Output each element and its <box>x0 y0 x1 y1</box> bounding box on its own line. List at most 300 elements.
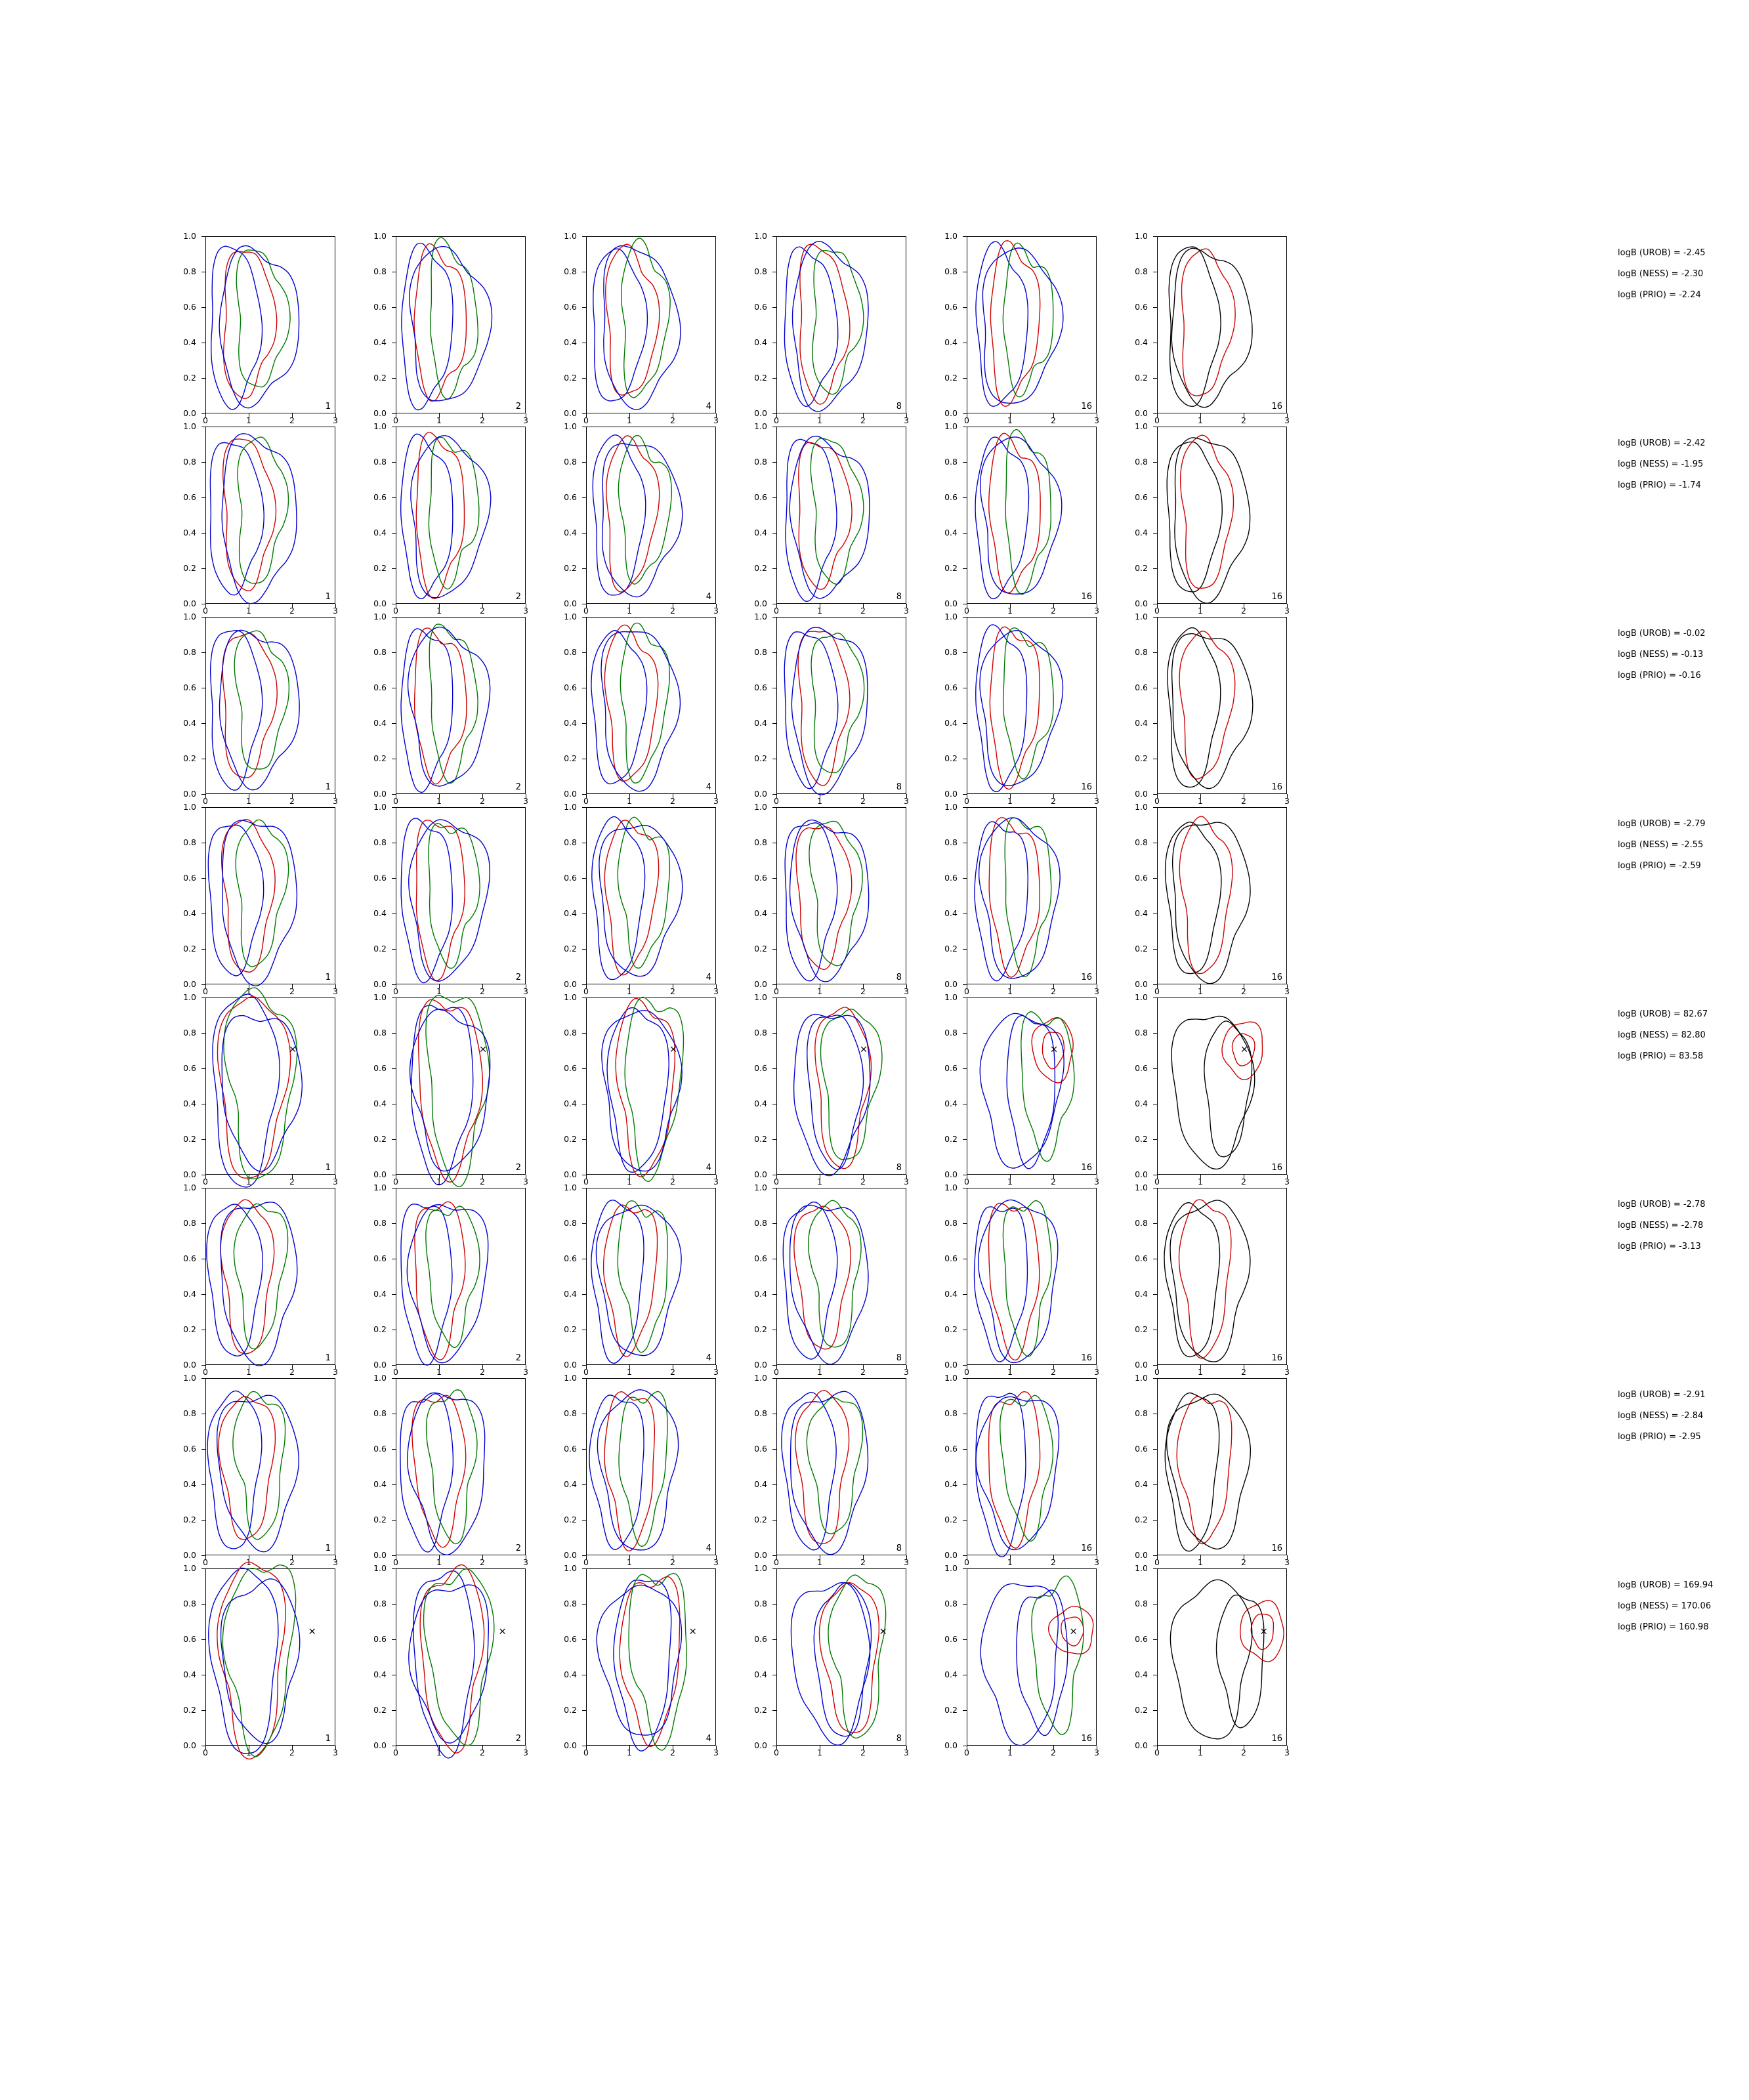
contour-line <box>1173 822 1250 984</box>
plot-area[interactable] <box>776 236 906 413</box>
y-axis-ticklabels <box>167 421 201 608</box>
y-tick-label: 0.8 <box>564 457 577 467</box>
logb-annotation: logB (NESS) = 82.80 <box>1618 1030 1706 1040</box>
y-tick-label: 0.8 <box>1135 1218 1148 1228</box>
y-tick-label: 0.6 <box>944 1634 958 1644</box>
logb-annotation: logB (NESS) = -2.30 <box>1618 269 1704 279</box>
x-tick-label: 1 <box>1198 796 1203 806</box>
x-tick-label: 3 <box>713 1177 719 1186</box>
panel-level-label: 1 <box>325 782 331 792</box>
y-tick-label: 0.0 <box>373 408 387 418</box>
logb-annotation: logB (PRIO) = 160.98 <box>1618 1622 1709 1632</box>
y-axis-ticklabels <box>167 231 201 418</box>
plot-area[interactable] <box>1157 427 1287 604</box>
y-tick-label: 0.0 <box>564 1360 577 1370</box>
x-tick-label: 0 <box>774 796 779 806</box>
contour-line <box>208 825 263 976</box>
x-tick-label: 0 <box>1154 986 1160 996</box>
contour-line <box>222 820 275 973</box>
chart-panel <box>358 802 536 996</box>
x-tick-label: 3 <box>333 1177 338 1186</box>
x-tick-label: 3 <box>904 1367 909 1377</box>
y-tick-label: 0.0 <box>754 1169 767 1179</box>
panel-level-label: 16 <box>1081 1353 1092 1363</box>
contour-line <box>782 1393 836 1550</box>
x-tick-label: 3 <box>1094 1557 1099 1567</box>
x-axis-ticklabels <box>393 1748 528 1761</box>
y-tick-label: 1.0 <box>1135 1373 1148 1383</box>
plot-area[interactable] <box>967 807 1097 984</box>
y-axis-ticklabels <box>1119 1183 1153 1370</box>
plot-area[interactable] <box>396 807 526 984</box>
logb-annotation: logB (UROB) = -0.02 <box>1618 629 1706 639</box>
x-tick-label: 2 <box>1241 1557 1246 1567</box>
x-axis-ticklabels <box>583 1748 719 1761</box>
y-tick-label: 0.0 <box>373 598 387 608</box>
y-axis-ticklabels <box>358 1563 392 1750</box>
y-tick-label: 0.6 <box>183 1253 196 1263</box>
x-tick-label: 2 <box>289 796 295 806</box>
y-tick-label: 0.4 <box>373 908 387 918</box>
plot-area[interactable] <box>1157 1188 1287 1365</box>
x-tick-label: 2 <box>860 986 866 996</box>
x-tick-label: 0 <box>393 1367 398 1377</box>
plot-area[interactable] <box>967 427 1097 604</box>
y-tick-label: 0.2 <box>944 563 958 573</box>
y-axis-ticklabels <box>167 1563 201 1750</box>
plot-area[interactable] <box>967 236 1097 413</box>
y-tick-label: 0.4 <box>754 1289 767 1299</box>
y-tick-label: 0.6 <box>944 682 958 692</box>
y-tick-label: 0.8 <box>754 1599 767 1608</box>
plot-area[interactable] <box>396 1188 526 1365</box>
contour-line <box>589 1395 644 1550</box>
contour-line <box>990 241 1040 406</box>
y-tick-label: 0.8 <box>1135 1028 1148 1038</box>
y-tick-label: 1.0 <box>564 1373 577 1383</box>
y-axis-ticklabels <box>167 612 201 799</box>
y-tick-label: 0.0 <box>754 979 767 989</box>
x-tick-label: 0 <box>1154 1557 1160 1567</box>
x-tick-label: 3 <box>713 1557 719 1567</box>
y-tick-label: 0.6 <box>944 1444 958 1454</box>
plot-area[interactable] <box>205 236 335 413</box>
y-tick-label: 0.0 <box>944 1740 958 1750</box>
logb-annotation: logB (PRIO) = -3.13 <box>1618 1242 1701 1251</box>
x-tick-label: 3 <box>333 415 338 425</box>
x-tick-label: 1 <box>1198 606 1203 616</box>
y-axis-ticklabels <box>738 231 772 418</box>
x-tick-label: 2 <box>860 606 866 616</box>
y-tick-label: 0.0 <box>373 789 387 799</box>
x-tick-label: 3 <box>1094 1177 1099 1186</box>
y-tick-label: 0.6 <box>564 682 577 692</box>
y-axis-ticklabels <box>358 612 392 799</box>
x-tick-label: 0 <box>1154 1748 1160 1757</box>
y-tick-label: 0.8 <box>1135 266 1148 276</box>
contour-line <box>798 631 850 786</box>
logb-annotation: logB (UROB) = -2.42 <box>1618 438 1706 448</box>
x-tick-label: 2 <box>1051 796 1056 806</box>
panel-level-label: 2 <box>515 1353 521 1363</box>
y-tick-label: 0.2 <box>564 944 577 954</box>
panel-level-label: 4 <box>706 402 711 411</box>
y-tick-label: 0.4 <box>373 718 387 728</box>
contour-line <box>1169 247 1221 406</box>
y-tick-label: 0.6 <box>564 1444 577 1454</box>
logb-annotation: logB (UROB) = -2.78 <box>1618 1200 1706 1209</box>
y-tick-label: 1.0 <box>564 802 577 812</box>
truth-marker-icon: × <box>478 1043 488 1055</box>
plot-area[interactable] <box>396 617 526 794</box>
y-axis-ticklabels <box>1119 802 1153 989</box>
contour-line <box>1179 631 1235 779</box>
y-tick-label: 0.8 <box>564 1408 577 1418</box>
chart-panel <box>1119 231 1297 425</box>
truth-marker-icon: × <box>669 1043 678 1055</box>
contour-line <box>619 1391 667 1546</box>
panel-level-label: 8 <box>896 973 902 982</box>
y-tick-label: 0.0 <box>944 979 958 989</box>
truth-marker-icon: × <box>1049 1043 1059 1055</box>
logb-annotation-block <box>1618 438 1749 501</box>
y-tick-label: 0.2 <box>183 753 196 763</box>
y-tick-label: 0.6 <box>373 682 387 692</box>
x-tick-label: 2 <box>289 415 295 425</box>
x-axis-ticklabels <box>203 1748 338 1761</box>
y-tick-label: 0.0 <box>1135 789 1148 799</box>
y-tick-label: 0.4 <box>754 908 767 918</box>
y-tick-label: 1.0 <box>183 992 196 1002</box>
chart-panel <box>358 231 536 425</box>
panel-level-label: 2 <box>515 1163 521 1173</box>
y-axis-ticklabels <box>358 231 392 418</box>
contour-line <box>1168 628 1221 788</box>
x-tick-label: 2 <box>1241 796 1246 806</box>
plot-area[interactable] <box>586 1568 716 1746</box>
plot-area[interactable] <box>396 1378 526 1555</box>
y-tick-label: 0.2 <box>944 373 958 383</box>
logb-annotation: logB (UROB) = -2.91 <box>1618 1390 1706 1400</box>
y-tick-label: 0.4 <box>1135 337 1148 347</box>
plot-area[interactable] <box>1157 1378 1287 1555</box>
panel-level-label: 16 <box>1081 1544 1092 1553</box>
y-tick-label: 0.2 <box>754 563 767 573</box>
y-tick-label: 0.2 <box>1135 1705 1148 1715</box>
x-tick-label: 1 <box>1007 986 1013 996</box>
y-tick-label: 0.0 <box>944 1169 958 1179</box>
x-tick-label: 3 <box>1284 986 1290 996</box>
plot-area[interactable] <box>586 807 716 984</box>
x-tick-label: 0 <box>583 986 589 996</box>
plot-area[interactable] <box>396 236 526 413</box>
y-tick-label: 1.0 <box>183 231 196 241</box>
y-axis-ticklabels <box>548 992 582 1179</box>
truth-marker-icon: × <box>879 1625 887 1637</box>
logb-annotation-block <box>1618 1200 1749 1263</box>
y-tick-label: 0.4 <box>183 908 196 918</box>
y-tick-label: 0.2 <box>1135 944 1148 954</box>
contour-line <box>1164 1203 1219 1357</box>
plot-area[interactable] <box>967 617 1097 794</box>
y-axis-ticklabels <box>167 802 201 989</box>
y-tick-label: 0.0 <box>183 789 196 799</box>
x-tick-label: 0 <box>583 796 589 806</box>
plot-area[interactable] <box>967 998 1097 1175</box>
y-tick-label: 0.4 <box>183 1099 196 1108</box>
contour-line <box>236 250 290 387</box>
plot-area[interactable] <box>1157 1568 1287 1746</box>
y-axis-ticklabels <box>929 612 963 799</box>
y-tick-label: 0.8 <box>183 647 196 657</box>
x-tick-label: 1 <box>627 1557 632 1567</box>
y-tick-label: 0.6 <box>944 492 958 502</box>
panel-level-label: 16 <box>1081 1163 1092 1173</box>
chart-panel <box>1119 802 1297 996</box>
x-tick-label: 2 <box>860 1367 866 1377</box>
y-tick-label: 0.0 <box>183 1550 196 1560</box>
y-tick-label: 0.2 <box>1135 1515 1148 1524</box>
x-tick-label: 1 <box>246 796 251 806</box>
contour-line <box>607 1008 669 1173</box>
plot-area[interactable] <box>967 1568 1097 1746</box>
y-tick-label: 0.4 <box>564 528 577 537</box>
y-axis-ticklabels <box>1119 992 1153 1179</box>
panel-level-label: 8 <box>896 1544 902 1553</box>
y-tick-label: 0.2 <box>754 1324 767 1334</box>
plot-area[interactable] <box>396 427 526 604</box>
y-tick-label: 1.0 <box>1135 992 1148 1002</box>
plot-area[interactable] <box>967 1378 1097 1555</box>
logb-annotation-block <box>1618 1009 1749 1072</box>
y-tick-label: 0.6 <box>944 1253 958 1263</box>
x-tick-label: 1 <box>627 1367 632 1377</box>
logb-annotation: logB (NESS) = -1.95 <box>1618 459 1704 469</box>
y-tick-label: 0.6 <box>564 873 577 883</box>
x-tick-label: 0 <box>583 1557 589 1567</box>
x-tick-label: 3 <box>1094 986 1099 996</box>
plot-area[interactable] <box>205 807 335 984</box>
truth-marker-icon: × <box>688 1625 697 1637</box>
plot-area[interactable] <box>1157 236 1287 413</box>
plot-area[interactable] <box>776 807 906 984</box>
contour-line <box>238 437 288 583</box>
x-tick-label: 1 <box>246 1367 251 1377</box>
plot-area[interactable] <box>967 1188 1097 1365</box>
y-tick-label: 1.0 <box>373 992 387 1002</box>
x-tick-label: 0 <box>583 415 589 425</box>
plot-area[interactable] <box>586 998 716 1175</box>
y-tick-label: 0.8 <box>754 457 767 467</box>
y-tick-label: 1.0 <box>944 992 958 1002</box>
plot-area[interactable] <box>1157 998 1287 1175</box>
contour-line <box>793 242 869 411</box>
y-tick-label: 0.6 <box>373 1444 387 1454</box>
plot-area[interactable] <box>205 1188 335 1365</box>
plot-area[interactable] <box>776 1188 906 1365</box>
logb-annotation-block <box>1618 248 1749 311</box>
y-tick-label: 1.0 <box>373 1183 387 1192</box>
x-tick-label: 1 <box>1198 415 1203 425</box>
x-tick-label: 0 <box>964 796 969 806</box>
plot-area[interactable] <box>205 427 335 604</box>
x-tick-label: 1 <box>817 1557 822 1567</box>
contour-line <box>207 1204 263 1356</box>
contour-line <box>604 820 658 975</box>
y-tick-label: 0.6 <box>183 1444 196 1454</box>
plot-area[interactable] <box>205 1378 335 1555</box>
x-tick-label: 1 <box>1198 1557 1203 1567</box>
y-tick-label: 1.0 <box>564 1183 577 1192</box>
x-tick-label: 3 <box>1284 606 1290 616</box>
y-axis-ticklabels <box>929 231 963 418</box>
y-tick-label: 0.2 <box>754 373 767 383</box>
chart-panel <box>548 1373 727 1567</box>
y-axis-ticklabels <box>738 421 772 608</box>
x-tick-label: 2 <box>289 1367 295 1377</box>
y-tick-label: 1.0 <box>1135 1183 1148 1192</box>
y-tick-label: 1.0 <box>183 1183 196 1192</box>
y-tick-label: 0.2 <box>564 563 577 573</box>
x-tick-label: 3 <box>333 1748 338 1757</box>
plot-area[interactable] <box>586 236 716 413</box>
y-tick-label: 0.8 <box>1135 837 1148 847</box>
panel-level-label: 1 <box>325 1544 331 1553</box>
contour-line <box>221 1200 274 1354</box>
y-tick-label: 0.6 <box>1135 1253 1148 1263</box>
x-tick-label: 3 <box>1284 1748 1290 1757</box>
x-tick-label: 3 <box>333 796 338 806</box>
x-tick-label: 1 <box>817 1748 822 1757</box>
x-tick-label: 2 <box>1241 1177 1246 1186</box>
chart-panel <box>929 1563 1107 1757</box>
chart-panel <box>738 1373 917 1567</box>
y-tick-label: 0.8 <box>944 1218 958 1228</box>
y-tick-label: 0.0 <box>183 1360 196 1370</box>
chart-panel <box>167 612 346 806</box>
panel-level-label: 16 <box>1081 592 1092 602</box>
panel-level-label: 4 <box>706 1353 711 1363</box>
x-tick-label: 1 <box>817 606 822 616</box>
y-tick-label: 0.0 <box>754 789 767 799</box>
panel-row <box>167 421 1706 617</box>
x-tick-label: 3 <box>713 1367 719 1377</box>
y-tick-label: 0.0 <box>944 1550 958 1560</box>
x-tick-label: 1 <box>246 606 251 616</box>
x-tick-label: 3 <box>904 415 909 425</box>
x-tick-label: 1 <box>817 1177 822 1186</box>
y-tick-label: 1.0 <box>1135 802 1148 812</box>
x-tick-label: 3 <box>333 606 338 616</box>
y-tick-label: 0.4 <box>373 528 387 537</box>
x-tick-label: 1 <box>1007 796 1013 806</box>
y-tick-label: 0.6 <box>183 492 196 502</box>
y-tick-label: 0.0 <box>754 408 767 418</box>
y-tick-label: 0.2 <box>754 1134 767 1144</box>
panel-level-label: 16 <box>1081 782 1092 792</box>
y-tick-label: 0.6 <box>373 1063 387 1073</box>
chart-panel <box>548 231 727 425</box>
y-tick-label: 0.0 <box>754 1360 767 1370</box>
x-tick-label: 3 <box>904 1748 909 1757</box>
logb-annotation: logB (NESS) = -2.55 <box>1618 840 1704 850</box>
x-tick-label: 1 <box>436 1367 442 1377</box>
x-tick-label: 2 <box>1051 1177 1056 1186</box>
chart-panel <box>548 1183 727 1377</box>
chart-panel <box>167 992 346 1186</box>
y-tick-label: 0.8 <box>1135 1408 1148 1418</box>
plot-area[interactable] <box>205 998 335 1175</box>
plot-area[interactable] <box>776 998 906 1175</box>
plot-area[interactable] <box>205 617 335 794</box>
plot-area[interactable] <box>776 1568 906 1746</box>
y-tick-label: 0.2 <box>944 1515 958 1524</box>
contour-line <box>602 1011 682 1171</box>
truth-marker-icon: × <box>1240 1043 1249 1055</box>
plot-area[interactable] <box>396 1568 526 1746</box>
y-axis-ticklabels <box>738 612 772 799</box>
panel-level-label: 2 <box>515 973 521 982</box>
y-tick-label: 0.4 <box>944 718 958 728</box>
y-tick-label: 0.8 <box>944 457 958 467</box>
contour-line <box>224 251 277 398</box>
contour-line <box>591 631 647 784</box>
plot-area[interactable] <box>776 427 906 604</box>
plot-area[interactable] <box>1157 807 1287 984</box>
x-tick-label: 2 <box>670 415 675 425</box>
x-axis-ticklabels <box>964 1748 1099 1761</box>
plot-area[interactable] <box>586 1188 716 1365</box>
plot-area[interactable] <box>586 1378 716 1555</box>
logb-annotation: logB (UROB) = -2.45 <box>1618 248 1706 258</box>
y-tick-label: 1.0 <box>564 1563 577 1573</box>
y-tick-label: 0.8 <box>754 1218 767 1228</box>
plot-area[interactable] <box>1157 617 1287 794</box>
plot-area[interactable] <box>586 427 716 604</box>
x-tick-label: 0 <box>1154 1367 1160 1377</box>
chart-panel <box>358 992 536 1186</box>
x-tick-label: 2 <box>480 796 485 806</box>
y-tick-label: 1.0 <box>564 231 577 241</box>
y-tick-label: 1.0 <box>944 231 958 241</box>
y-tick-label: 1.0 <box>1135 1563 1148 1573</box>
contour-line <box>606 244 660 395</box>
plot-area[interactable] <box>586 617 716 794</box>
y-tick-label: 0.6 <box>944 1063 958 1073</box>
y-axis-ticklabels <box>548 1373 582 1560</box>
y-tick-label: 0.2 <box>183 373 196 383</box>
plot-area[interactable] <box>776 1378 906 1555</box>
x-tick-label: 0 <box>203 606 208 616</box>
contour-line <box>219 246 299 408</box>
plot-area[interactable] <box>396 998 526 1175</box>
y-tick-label: 0.8 <box>373 457 387 467</box>
y-tick-label: 1.0 <box>754 1563 767 1573</box>
plot-area[interactable] <box>205 1568 335 1746</box>
plot-area[interactable] <box>776 617 906 794</box>
y-axis-ticklabels <box>167 1373 201 1560</box>
x-tick-label: 1 <box>817 415 822 425</box>
x-tick-label: 2 <box>670 796 675 806</box>
chart-panel <box>1119 1563 1297 1757</box>
y-tick-label: 0.4 <box>564 908 577 918</box>
y-tick-label: 0.0 <box>944 1360 958 1370</box>
x-tick-label: 2 <box>1051 986 1056 996</box>
contour-line <box>221 1202 297 1366</box>
contour-line <box>1017 1590 1068 1736</box>
y-tick-label: 0.2 <box>564 1515 577 1524</box>
chart-panel <box>738 421 917 616</box>
